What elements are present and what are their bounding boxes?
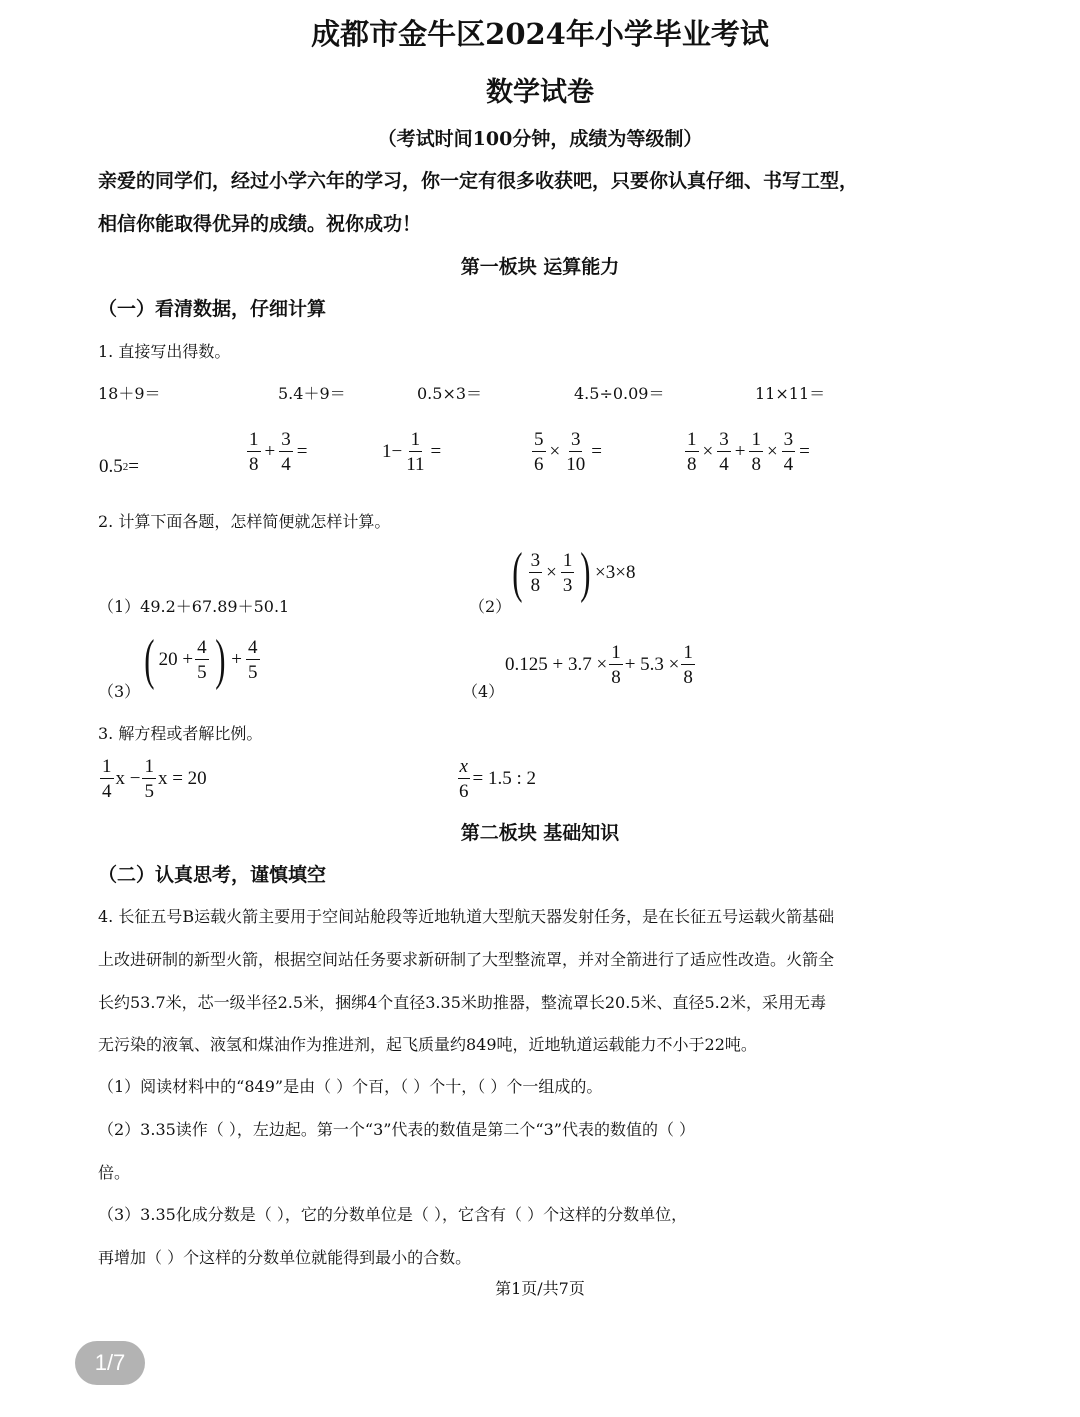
numerator: 1: [683, 642, 693, 663]
numerator: 1: [687, 429, 697, 450]
denominator: 3: [562, 575, 573, 596]
operator: ×: [702, 441, 714, 462]
operator: ×: [766, 441, 778, 462]
denominator: 11: [406, 454, 425, 475]
denominator: 4: [102, 781, 112, 802]
q3-equation-1: [98, 757, 207, 801]
q3-equation-2: [455, 757, 536, 801]
fraction: [532, 430, 546, 474]
numerator: 1: [751, 429, 761, 450]
left-paren: (: [512, 542, 523, 604]
denominator: 5: [144, 781, 154, 802]
intro-line-1: 亲爱的同学们，经过小学六年的学习，你一定有很多收获吧，只要你认真仔细、书写工型，: [98, 170, 859, 192]
right-paren: ): [580, 542, 591, 604]
lead-term: 0.125 + 3.7 ×: [505, 654, 608, 675]
numerator: 1: [102, 756, 112, 777]
numerator: 3: [570, 429, 581, 450]
operator: +: [264, 441, 276, 462]
group-1-title: （一）看清数据，仔细计算: [98, 298, 327, 320]
denominator: 10: [566, 454, 586, 475]
section-1-title: 第一板块 运算能力: [460, 256, 620, 278]
fraction: [749, 430, 763, 474]
page-indicator[interactable]: 1/7: [75, 1341, 145, 1385]
fraction: [457, 757, 471, 801]
q2-part-4-label: （4）: [462, 682, 505, 701]
fraction: [564, 430, 587, 474]
fraction: [609, 643, 623, 687]
equals: =: [430, 441, 442, 462]
numerator: 4: [248, 637, 258, 658]
equals: =: [799, 441, 810, 462]
denominator: 8: [611, 667, 621, 688]
q2-part-3-label: （3）: [98, 682, 141, 701]
q4-line-1: 4. 长征五号B运载火箭主要用于空间站舱段等近地轨道大型航天器发射任务，是在长征五号运载火箭基础: [98, 907, 835, 926]
exam-subject: 数学试卷: [486, 77, 594, 108]
operator: +: [231, 649, 242, 670]
tail-term: ×3×8: [595, 562, 636, 583]
q4-sub-2b: 倍。: [98, 1163, 131, 1182]
q1-e6-tail: =: [128, 456, 139, 477]
q1-expr-1: 18＋9＝: [98, 384, 161, 403]
tail-term: x = 20: [157, 768, 207, 789]
numerator: 3: [719, 429, 729, 450]
q4-sub-3a: （3）3.35化成分数是（ ），它的分数单位是（ ），它含有（ ）个这样的分数单位，: [98, 1205, 688, 1224]
numerator: 1: [144, 756, 154, 777]
section-2-title: 第二板块 基础知识: [460, 822, 620, 844]
denominator: 4: [783, 454, 794, 475]
q1-e6-base: 0.5: [99, 456, 123, 477]
lead-term: 20 +: [158, 649, 194, 670]
denominator: 5: [197, 662, 207, 683]
mid-term: x −: [115, 768, 141, 789]
exam-title: 成都市金牛区2024年小学毕业考试: [311, 17, 769, 51]
question-2-label: 2. 计算下面各题，怎样简便就怎样计算。: [98, 512, 391, 531]
fraction: [195, 638, 209, 682]
page-footer: 第1页/共7页: [495, 1279, 585, 1298]
q4-sub-2a: （2）3.35读作（ ），左边起。第一个“3”代表的数值是第二个“3”代表的数值的（ ）: [98, 1120, 696, 1139]
q2-part-1: （1）49.2＋67.89＋50.1: [98, 597, 290, 616]
fraction: [681, 643, 695, 687]
numerator: 1: [611, 642, 621, 663]
question-1-label: 1. 直接写出得数。: [98, 342, 231, 361]
q2-part-2-expr: [508, 542, 636, 604]
q1-expr-7: [245, 430, 309, 474]
fraction: [782, 430, 796, 474]
q2-part-2-label: （2）: [469, 597, 512, 616]
q2-part-4-expr: [505, 643, 697, 687]
operator: ×: [546, 562, 557, 583]
denominator: 8: [751, 454, 761, 475]
denominator: 8: [249, 454, 259, 475]
q4-sub-3b: 再增加（ ）个这样的分数单位就能得到最小的合数。: [98, 1248, 472, 1267]
numerator: 3: [783, 429, 794, 450]
right-paren: ): [214, 629, 226, 691]
numerator: 3: [281, 429, 291, 450]
lead-term: 1−: [382, 441, 403, 462]
fraction: [100, 757, 114, 801]
operator: ×: [549, 441, 561, 462]
group-2-title: （二）认真思考，谨慎填空: [98, 864, 327, 886]
fraction: [685, 430, 699, 474]
denominator: 5: [248, 662, 258, 683]
fraction: [529, 551, 543, 595]
q1-expr-10: [683, 430, 812, 474]
denominator: 6: [459, 781, 469, 802]
numerator: 1: [410, 429, 421, 450]
fraction: [561, 551, 575, 595]
mid-term: + 5.3 ×: [624, 654, 680, 675]
fraction: [279, 430, 293, 474]
q1-expr-8: [382, 430, 443, 474]
q4-sub-1: （1）阅读材料中的“849”是由（ ）个百，（ ）个十，（ ）个一组成的。: [98, 1077, 603, 1096]
denominator: 8: [683, 667, 693, 688]
denominator: 8: [687, 454, 697, 475]
numerator: 5: [534, 429, 544, 450]
q4-line-2: 上改进研制的新型火箭，根据空间站任务要求新研制了大型整流罩，并对全箭进行了适应性改造。火箭全: [98, 950, 835, 969]
q2-part-3-expr: [140, 629, 262, 691]
fraction: [404, 430, 426, 474]
operator: +: [734, 441, 746, 462]
numerator: x: [459, 756, 468, 777]
q1-expr-5: 11×11＝: [755, 384, 826, 403]
tail-term: = 1.5 : 2: [472, 768, 536, 789]
denominator: 4: [719, 454, 729, 475]
numerator: 3: [530, 550, 541, 571]
fraction: [142, 757, 156, 801]
q1-expr-9: [530, 430, 604, 474]
q1-e6-exp: 2: [122, 461, 129, 473]
equals: =: [591, 441, 602, 462]
q1-expr-6: [99, 456, 139, 478]
denominator: 6: [534, 454, 544, 475]
denominator: 4: [281, 454, 291, 475]
denominator: 8: [530, 575, 541, 596]
q1-expr-2: 5.4＋9＝: [278, 384, 346, 403]
question-3-label: 3. 解方程或者解比例。: [98, 724, 263, 743]
numerator: 1: [249, 429, 259, 450]
q4-line-4: 无污染的液氧、液氢和煤油作为推进剂，起飞质量约849吨，近地轨道运载能力不小于22吨。: [98, 1035, 757, 1054]
exam-note: （考试时间100分钟，成绩为等级制）: [377, 128, 703, 150]
fraction: [717, 430, 731, 474]
numerator: 1: [562, 550, 573, 571]
intro-line-2: 相信你能取得优异的成绩。祝你成功！: [98, 213, 422, 235]
left-paren: (: [144, 629, 155, 691]
q1-expr-3: 0.5×3＝: [417, 384, 483, 403]
fraction: [246, 638, 260, 682]
equals: =: [296, 441, 308, 462]
numerator: 4: [197, 637, 207, 658]
fraction: [247, 430, 261, 474]
q4-line-3: 长约53.7米，芯一级半径2.5米，捆绑4个直径3.35米助推器，整流罩长20.5米、直径5.2米，采用无毒: [98, 993, 826, 1012]
q1-expr-4: 4.5÷0.09＝: [574, 384, 665, 403]
